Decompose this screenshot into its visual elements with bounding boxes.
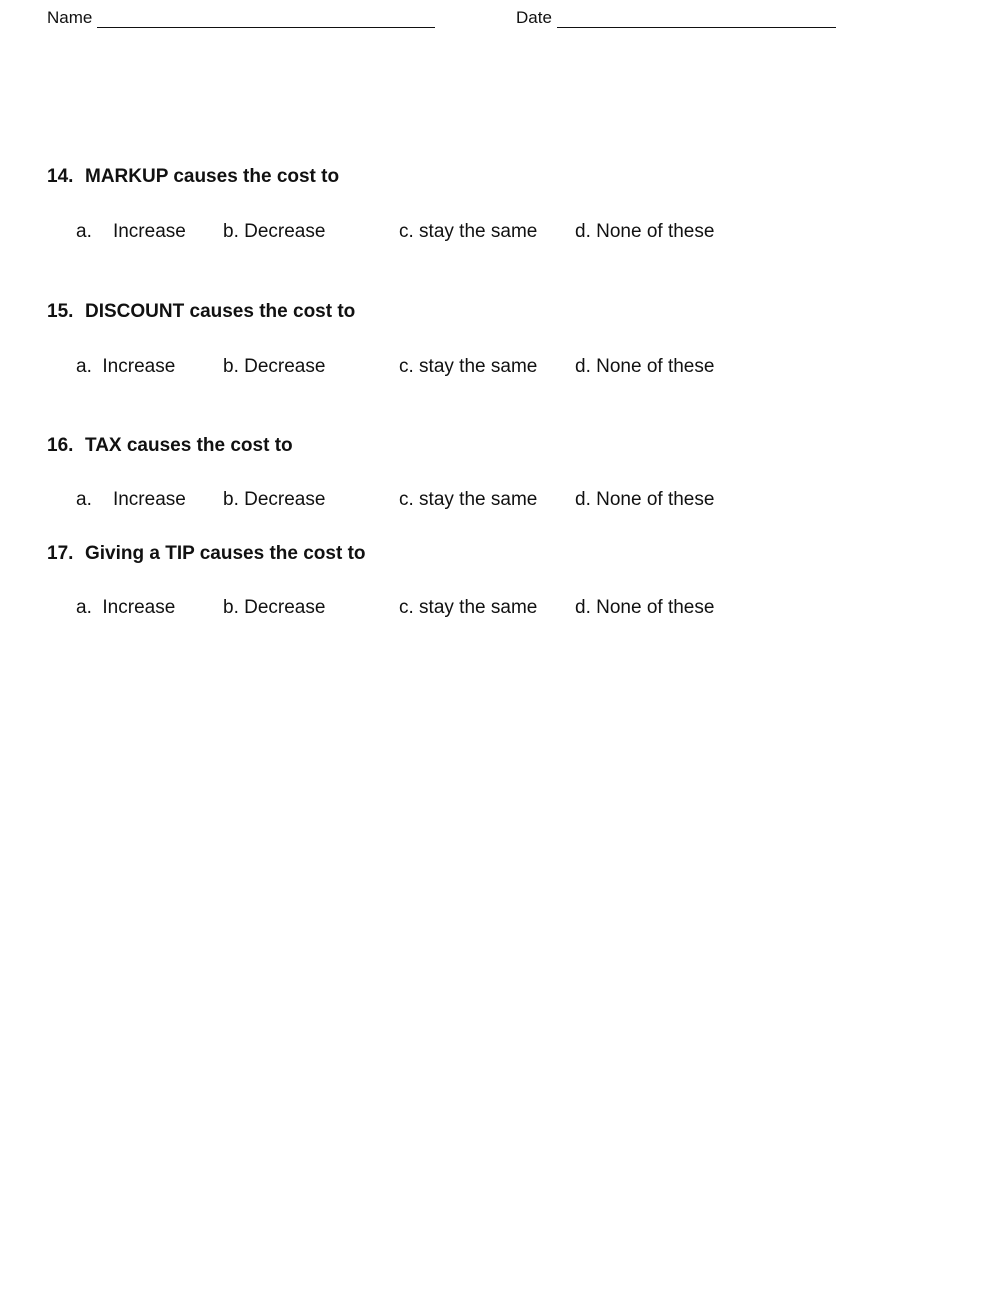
option-a[interactable]: a. Increase <box>76 489 186 510</box>
question-16 <box>47 435 293 457</box>
question-text: DISCOUNT causes the cost to <box>85 301 356 322</box>
option-a[interactable]: a. Increase <box>76 356 176 377</box>
option-a[interactable]: a. Increase <box>76 221 186 242</box>
date-blank-line[interactable] <box>557 9 836 28</box>
question-number: 14. <box>47 166 74 187</box>
option-a[interactable]: a. Increase <box>76 597 176 618</box>
option-b[interactable]: b. Decrease <box>223 597 326 618</box>
question-number: 15. <box>47 301 74 322</box>
name-label: Name <box>47 8 93 27</box>
question-15 <box>47 301 355 323</box>
question-17 <box>47 543 366 565</box>
date-label: Date <box>516 8 552 27</box>
option-d[interactable]: d. None of these <box>575 356 715 377</box>
option-b[interactable]: b. Decrease <box>223 356 326 377</box>
option-d[interactable]: d. None of these <box>575 597 715 618</box>
question-number: 16. <box>47 435 74 456</box>
question-text: MARKUP causes the cost to <box>85 166 340 187</box>
name-field[interactable] <box>47 8 435 28</box>
option-c[interactable]: c. stay the same <box>399 489 538 510</box>
question-text: Giving a TIP causes the cost to <box>85 543 366 564</box>
question-text: TAX causes the cost to <box>85 435 293 456</box>
option-b[interactable]: b. Decrease <box>223 489 326 510</box>
date-field[interactable] <box>516 8 836 28</box>
option-c[interactable]: c. stay the same <box>399 221 538 242</box>
question-number: 17. <box>47 543 74 564</box>
option-d[interactable]: d. None of these <box>575 489 715 510</box>
option-d[interactable]: d. None of these <box>575 221 715 242</box>
name-blank-line[interactable] <box>97 9 435 28</box>
question-14 <box>47 166 339 188</box>
option-b[interactable]: b. Decrease <box>223 221 326 242</box>
option-c[interactable]: c. stay the same <box>399 356 538 377</box>
option-c[interactable]: c. stay the same <box>399 597 538 618</box>
